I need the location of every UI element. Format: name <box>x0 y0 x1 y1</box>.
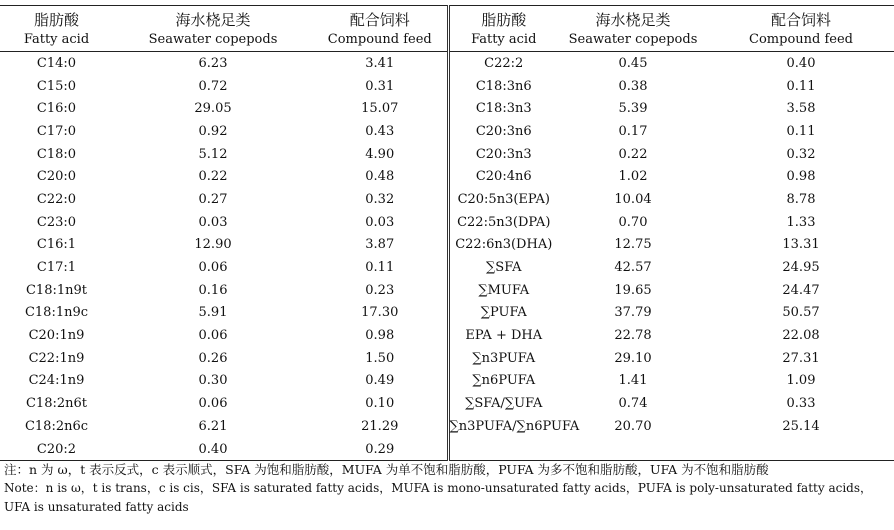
table-row <box>0 392 894 415</box>
right-feed-value-cell: 3.58 <box>786 101 816 117</box>
left-copepods-value-cell: 0.27 <box>198 191 228 207</box>
note-english: Note：n is ω，t is trans，c is cis，SFA is saturated fatty acids，MUFA is mono-unsaturated fatty acids，PUFA is poly-unsaturated fatty acids，UFA is unsaturated fatty acids <box>4 481 873 514</box>
left-copepods-value-cell: 0.30 <box>198 373 228 389</box>
right-fatty-acid-cell: C20:5n3(EPA) <box>457 191 550 207</box>
right-fatty-acid-cell: ∑SFA <box>486 260 522 276</box>
left-fatty-acid-cell: C17:1 <box>36 260 77 276</box>
table-body <box>0 52 894 461</box>
right-copepods-value-cell: 1.41 <box>618 373 648 389</box>
right-feed-value-cell <box>708 438 894 461</box>
right-fatty-acid-cell: C22:6n3(DHA) <box>455 237 553 253</box>
table-row <box>0 75 894 98</box>
left-copepods-value-cell: 5.12 <box>198 146 228 162</box>
left-fatty-acid-cell: C22:0 <box>36 191 77 207</box>
left-feed-value-cell: 0.10 <box>313 392 448 415</box>
right-copepods-value-cell: 0.70 <box>618 214 648 230</box>
left-feed-value-cell: 15.07 <box>313 97 448 120</box>
note-chinese: 注：n 为 ω，t 表示反式，c 表示顺式，SFA 为饱和脂肪酸，MUFA 为单不饱和脂肪酸，PUFA 为多不饱和脂肪酸，UFA 为不饱和脂肪酸 <box>4 462 769 477</box>
left-feed-value-cell: 0.49 <box>313 370 448 393</box>
right-copepods-value-cell: 29.10 <box>614 350 652 366</box>
header-feed-zh-right: 配合饲料 <box>708 6 894 31</box>
right-feed-value-cell: 27.31 <box>782 350 820 366</box>
left-feed-value-cell: 3.87 <box>313 234 448 257</box>
left-copepods-value-cell: 0.22 <box>198 169 228 185</box>
table-row <box>0 234 894 257</box>
right-copepods-value-cell: 12.75 <box>614 237 652 253</box>
right-feed-value-cell: 0.11 <box>786 78 816 94</box>
header-copepods-en-right: Seawater copepods <box>558 30 708 52</box>
header-feed-en: Compound feed <box>313 30 448 52</box>
left-fatty-acid-cell: C18:1n9c <box>24 305 89 321</box>
left-copepods-value-cell: 0.16 <box>198 282 228 298</box>
header-copepods-zh: 海水桡足类 <box>113 6 313 31</box>
left-fatty-acid-cell: C16:0 <box>36 101 77 117</box>
table-note <box>4 460 892 517</box>
left-copepods-value-cell: 6.21 <box>198 418 228 434</box>
table-row <box>0 165 894 188</box>
left-feed-value-cell: 0.48 <box>313 165 448 188</box>
right-fatty-acid-cell: ∑SFA/∑UFA <box>465 396 543 412</box>
right-copepods-value-cell: 0.22 <box>618 146 648 162</box>
left-feed-value-cell: 0.32 <box>313 188 448 211</box>
left-copepods-value-cell: 0.03 <box>198 214 228 230</box>
left-feed-value-cell: 0.29 <box>313 438 448 461</box>
left-fatty-acid-cell: C20:2 <box>0 438 113 461</box>
right-feed-value-cell: 0.11 <box>786 123 816 139</box>
header-fatty-acid-en: Fatty acid <box>0 30 113 52</box>
right-feed-value-cell: 24.95 <box>782 260 820 276</box>
left-fatty-acid-cell: C23:0 <box>36 214 77 230</box>
right-copepods-value-cell: 37.79 <box>614 305 652 321</box>
right-copepods-value-cell: 1.02 <box>618 169 648 185</box>
left-feed-value-cell: 0.11 <box>313 256 448 279</box>
header-copepods-en: Seawater copepods <box>113 30 313 52</box>
left-copepods-value-cell: 0.06 <box>198 260 228 276</box>
right-copepods-value-cell: 22.78 <box>614 328 652 344</box>
left-feed-value-cell: 0.03 <box>313 211 448 234</box>
left-feed-value-cell: 4.90 <box>313 143 448 166</box>
left-fatty-acid-cell: C20:1n9 <box>28 328 85 344</box>
left-feed-value-cell: 0.31 <box>313 75 448 98</box>
right-fatty-acid-cell: ∑MUFA <box>478 282 530 298</box>
right-fatty-acid-cell: EPA + DHA <box>465 328 543 344</box>
right-feed-value-cell: 25.14 <box>782 418 820 434</box>
table-row <box>0 211 894 234</box>
table-row <box>0 97 894 120</box>
left-fatty-acid-cell: C18:1n9t <box>25 282 87 298</box>
right-feed-value-cell: 0.32 <box>786 146 816 162</box>
left-fatty-acid-cell: C17:0 <box>36 123 77 139</box>
left-fatty-acid-cell: C24:1n9 <box>28 373 85 389</box>
left-feed-value-cell: 17.30 <box>313 302 448 325</box>
right-copepods-value-cell <box>558 438 708 461</box>
right-copepods-value-cell: 0.74 <box>618 396 648 412</box>
right-feed-value-cell: 8.78 <box>786 191 816 207</box>
left-fatty-acid-cell: C18:0 <box>36 146 77 162</box>
right-fatty-acid-cell <box>448 438 558 461</box>
right-copepods-value-cell: 19.65 <box>614 282 652 298</box>
left-fatty-acid-cell: C22:1n9 <box>28 350 85 366</box>
right-feed-value-cell: 0.33 <box>786 396 816 412</box>
table-row <box>0 52 894 75</box>
left-feed-value-cell: 0.43 <box>313 120 448 143</box>
table-row <box>0 143 894 166</box>
left-copepods-value-cell: 0.40 <box>113 438 313 461</box>
header-fatty-acid-zh-right: 脂肪酸 <box>448 6 558 31</box>
right-feed-value-cell: 22.08 <box>782 328 820 344</box>
right-feed-value-cell: 0.98 <box>786 169 816 185</box>
right-feed-value-cell: 50.57 <box>782 305 820 321</box>
left-copepods-value-cell: 0.06 <box>198 396 228 412</box>
left-feed-value-cell: 21.29 <box>313 415 448 438</box>
right-fatty-acid-cell: ∑n3PUFA <box>472 350 536 366</box>
header-feed-zh: 配合饲料 <box>313 6 448 31</box>
table-row <box>0 256 894 279</box>
left-fatty-acid-cell: C18:2n6c <box>24 418 89 434</box>
right-fatty-acid-cell: C20:3n6 <box>475 123 532 139</box>
right-feed-value-cell: 0.40 <box>786 55 816 71</box>
table-row <box>0 279 894 302</box>
header-fatty-acid-en-right: Fatty acid <box>448 30 558 52</box>
header-feed-en-right: Compound feed <box>708 30 894 52</box>
left-feed-value-cell: 3.41 <box>313 52 448 75</box>
table-header <box>0 6 894 52</box>
right-fatty-acid-cell: C22:2 <box>484 55 524 71</box>
table-row <box>0 438 894 461</box>
left-fatty-acid-cell: C18:2n6t <box>25 396 87 412</box>
right-fatty-acid-cell: C22:5n3(DPA) <box>457 214 551 230</box>
table-row <box>0 415 894 438</box>
left-copepods-value-cell: 0.06 <box>198 328 228 344</box>
table-row <box>0 370 894 393</box>
right-fatty-acid-cell: C18:3n3 <box>475 101 532 117</box>
table-row <box>0 302 894 325</box>
fatty-acid-table <box>0 5 894 461</box>
left-copepods-value-cell: 0.92 <box>198 123 228 139</box>
left-copepods-value-cell: 0.26 <box>198 350 228 366</box>
right-copepods-value-cell: 20.70 <box>614 418 652 434</box>
right-fatty-acid-cell: ∑PUFA <box>480 305 527 321</box>
right-feed-value-cell: 1.09 <box>786 373 816 389</box>
left-copepods-value-cell: 12.90 <box>194 237 232 253</box>
right-fatty-acid-cell: C20:3n3 <box>475 146 532 162</box>
right-copepods-value-cell: 0.45 <box>618 55 648 71</box>
table-row <box>0 347 894 370</box>
left-feed-value-cell: 1.50 <box>313 347 448 370</box>
right-feed-value-cell: 24.47 <box>782 282 820 298</box>
left-copepods-value-cell: 6.23 <box>198 55 228 71</box>
table-row <box>0 120 894 143</box>
table-row <box>0 324 894 347</box>
left-copepods-value-cell: 5.91 <box>198 305 228 321</box>
right-copepods-value-cell: 42.57 <box>614 260 652 276</box>
left-feed-value-cell: 0.23 <box>313 279 448 302</box>
right-copepods-value-cell: 0.38 <box>618 78 648 94</box>
right-fatty-acid-cell: ∑n6PUFA <box>472 373 536 389</box>
left-copepods-value-cell: 29.05 <box>194 101 232 117</box>
left-feed-value-cell: 0.98 <box>313 324 448 347</box>
right-copepods-value-cell: 0.17 <box>618 123 648 139</box>
right-copepods-value-cell: 5.39 <box>618 101 648 117</box>
left-fatty-acid-cell: C20:0 <box>36 169 77 185</box>
table-row <box>0 188 894 211</box>
right-copepods-value-cell: 10.04 <box>614 191 652 207</box>
left-fatty-acid-cell: C16:1 <box>36 237 77 253</box>
right-fatty-acid-cell: C20:4n6 <box>475 169 532 185</box>
left-fatty-acid-cell: C15:0 <box>36 78 77 94</box>
right-feed-value-cell: 13.31 <box>782 237 820 253</box>
left-fatty-acid-cell: C14:0 <box>36 55 77 71</box>
left-copepods-value-cell: 0.72 <box>198 78 228 94</box>
header-copepods-zh-right: 海水桡足类 <box>558 6 708 31</box>
header-fatty-acid-zh: 脂肪酸 <box>0 6 113 31</box>
right-fatty-acid-cell: C18:3n6 <box>475 78 532 94</box>
right-feed-value-cell: 1.33 <box>786 214 816 230</box>
right-fatty-acid-cell: ∑n3PUFA/∑n6PUFA <box>449 418 580 434</box>
